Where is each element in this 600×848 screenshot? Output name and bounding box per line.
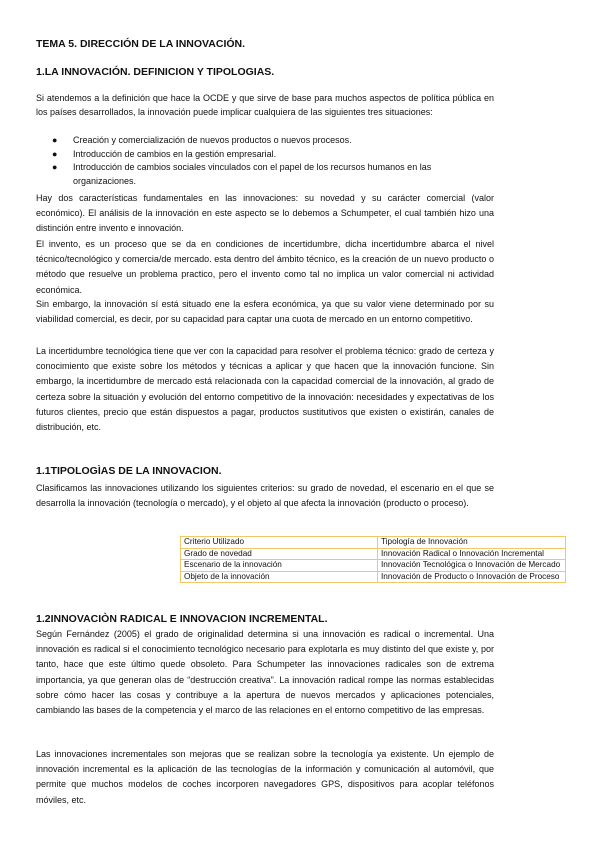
table-row <box>181 560 566 572</box>
table-row <box>181 537 566 549</box>
table-cell: Innovación Radical o Innovación Incremental <box>378 548 566 560</box>
table-row <box>181 548 566 560</box>
paragraph-characteristics: Hay dos características fundamentales en las innovaciones: su novedad y su carácter comercial (valor económico). El análisis de la innovación en este aspecto se lo debemos a Schumpeter, el cual también hizo una distinción entre invento e innovación. <box>36 193 494 234</box>
paragraph-incremental: Las innovaciones incrementales son mejoras que se realizan sobre la tecnología ya existente. Un ejemplo de innovación incremental es la aplicación de las tecnologías de la información y comunicación al automóvil, que permite que muchos modelos de coches incorporen navegadores GPS, dispositivos para acoplar teléfonos móviles, etc. <box>36 749 494 805</box>
bullet-icon: ● <box>52 148 58 159</box>
paragraph-esfera-economica: Sin embargo, la innovación sí está situado ene la esfera económica, ya que su valor viene determinado por su viabilidad comercial, es decir, por su capacidad para captar una cuota de mercado en un entorno competitivo. <box>36 299 494 325</box>
section-1-1-text: Clasificamos las innovaciones utilizando los siguientes criterios: su grado de novedad, el escenario en el que se desarrolla la innovación (tecnología o mercado), y el objeto al que afecta la innovación (producto o proceso). <box>36 483 494 509</box>
table-cell: Escenario de la innovación <box>181 560 378 572</box>
section-1-2-heading: 1.2INNOVACIÒN RADICAL E INNOVACION INCREMENTAL. <box>36 613 328 625</box>
paragraph-invento: El invento, es un proceso que se da en condiciones de incertidumbre, dicha incertidumbre abarca el nivel técnico/tecnológico y comercia/de mercado. esta dentro del ámbito técnico, es la creación de un nuevo producto o método que resuelve un problema practico, pero el invento como tal no implica un valor comercial ni actividad económica. <box>36 239 494 295</box>
paragraph-incertidumbre: La incertidumbre tecnológica tiene que ver con la capacidad para resolver el problema técnico: grado de certeza y conocimiento que existe sobre los métodos y técnicas a aplicar y que hacen que la innovación funcione. Sin embargo, la incertidumbre de mercado está relacionada con la capacidad comercial de la innovación, al grado de certeza sobre la situación y evolución del entorno competitivo de la innovación: necesidades y expectativas de los futuros clientes, precio que están dispuestos a pagar, productos sustitutivos que existen o existirán, canales de distribución, etc. <box>36 346 494 433</box>
table-row <box>181 571 566 583</box>
list-item: ● Introducción de cambios en la gestión empresarial. <box>36 148 494 162</box>
document-title: TEMA 5. DIRECCIÓN DE LA INNOVACIÓN. <box>36 38 246 50</box>
paragraph-radical: Según Fernández (2005) el grado de originalidad determina si una innovación es radical o incremental. Una innovación es radical si el conocimiento tecnológico necesario para explotarla es muy distinto del que existe y, por tanto, hace que este último quede obsoleto. Para Schumpeter las innovaciones radicales son de extrema importancia, ya que generan olas de “destrucción creativa”. La innovación radical rompe las normas establecidas sobre cómo hacer las cosas y contribuye a la apertura de nuevos mercados y aplicaciones potenciales, cambiando las bases de la competencia y el marco de las relaciones en el entorno competitivo de las empresas. <box>36 629 494 716</box>
criteria-table <box>180 536 566 583</box>
table-header-criterio: Criterio Utilizado <box>181 537 378 549</box>
list-item: ● Creación y comercialización de nuevos productos o nuevos procesos. <box>36 134 494 148</box>
table-cell: Grado de novedad <box>181 548 378 560</box>
bullet-icon: ● <box>52 162 58 172</box>
table-cell: Objeto de la innovación <box>181 571 378 583</box>
innovation-situations-list <box>36 134 494 188</box>
table-header-tipologia: Tipología de Innovación <box>378 537 566 549</box>
table-cell: Innovación Tecnológica o Innovación de Mercado <box>378 560 566 572</box>
section-1-intro: Si atendemos a la definición que hace la OCDE y que sirve de base para muchos aspectos de política pública en los países desarrollados, la innovación puede implicar cualquiera de las siguientes tres situaciones: <box>36 93 494 117</box>
list-item: ● Introducción de cambios sociales vinculados con el papel de los recursos humanos en las organizaciones. <box>52 162 432 186</box>
section-1-1-heading: 1.1TIPOLOGÌAS DE LA INNOVACION. <box>36 465 222 477</box>
bullet-icon: ● <box>52 135 58 145</box>
section-1-heading: 1.LA INNOVACIÓN. DEFINICION Y TIPOLOGIAS. <box>36 66 275 78</box>
table-cell: Innovación de Producto o Innovación de Proceso <box>378 571 566 583</box>
